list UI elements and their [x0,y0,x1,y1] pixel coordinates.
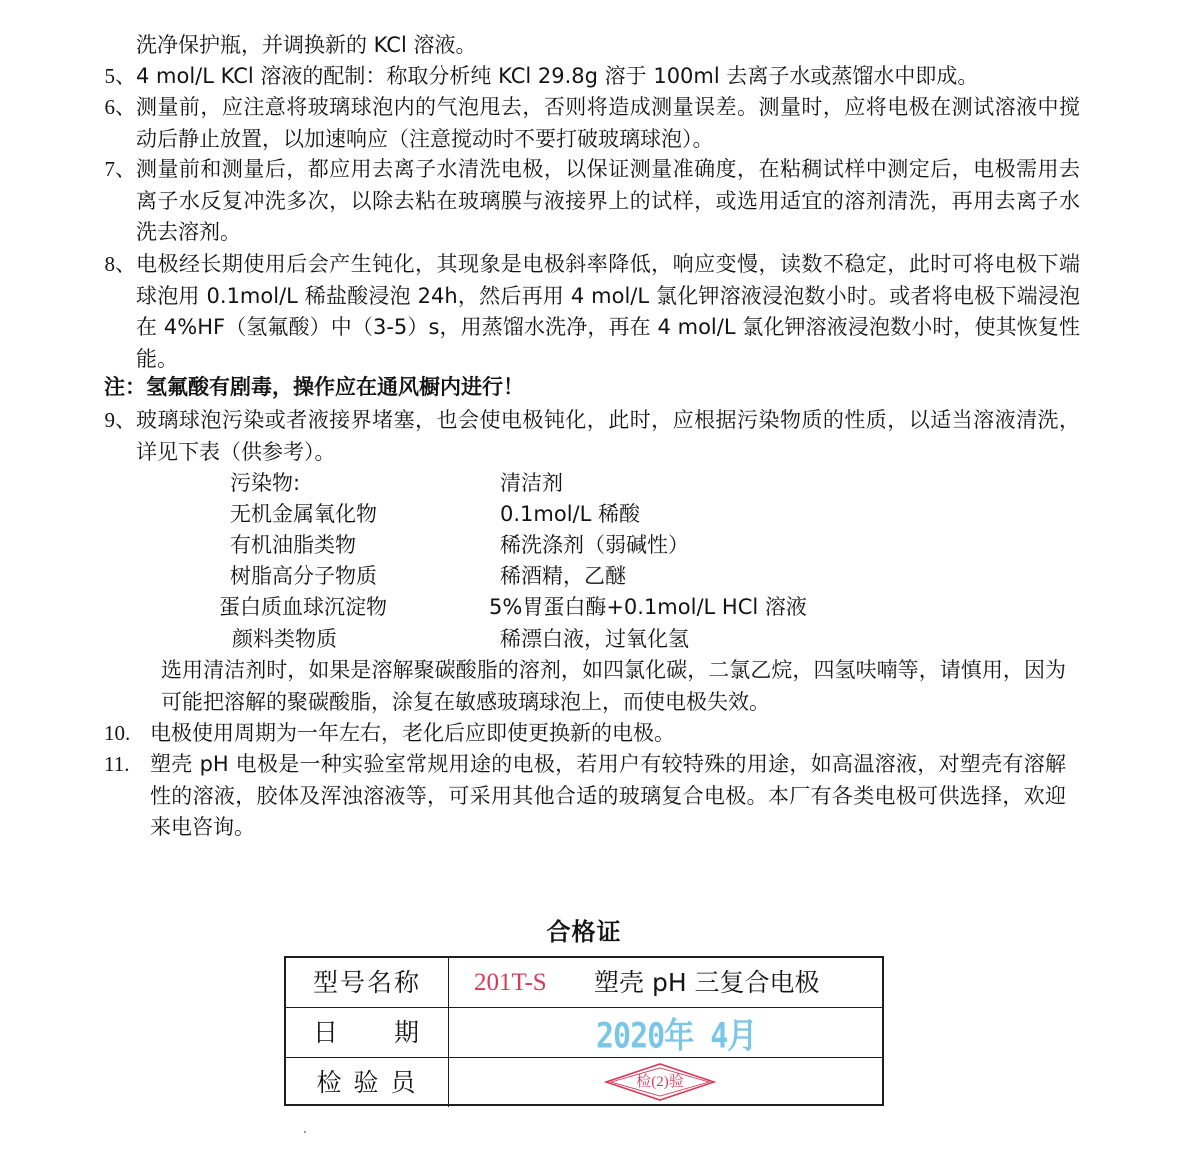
paragraph-number: 7、 [104,157,136,181]
paragraph-text: 洗净保护瓶，并调换新的 KCl 溶液。 [136,33,477,57]
warning-note: 注：氢氟酸有剧毒，操作应在通风橱内进行！ [104,375,524,399]
paragraph-8 [90,249,1080,375]
model-code: 201T-S [474,969,547,996]
pollutant-cell: 无机金属氧化物 [230,502,377,526]
header-cleaner: 清洁剂 [500,471,563,495]
certificate-row-model [286,958,882,1008]
paragraph-9 [90,405,1080,468]
table-note: 选用清洁剂时，如果是溶解聚碳酸脂的溶剂，如四氯化碳，二氯乙烷，四氢呋喃等，请慎用，因为可能把溶解的聚碳酸脂，涂复在敏感玻璃球泡上，而使电极失效。 [161,658,1066,714]
cleaner-cell: 0.1mol/L 稀酸 [500,502,640,526]
date-value [450,1008,882,1057]
date-label: 日 期 [286,1008,449,1057]
certificate-table [284,956,884,1106]
certificate-row-date [286,1008,882,1058]
paragraph-number: 8、 [104,252,136,276]
paragraph-6 [90,92,1080,155]
cleaner-cell: 稀酒精，乙醚 [500,564,626,588]
paragraph-text: 测量前和测量后，都应用去离子水清洗电极，以保证测量准确度，在粘稠试样中测定后，电极需用去离子水反复冲洗多次，以除去粘在玻璃膜与液接界上的试样，或选用适宜的溶剂清洗，再用去离子水洗去溶剂。 [136,157,1080,244]
paragraph-text: 塑壳 pH 电极是一种实验室常规用途的电极，若用户有较特殊的用途，如高温溶液，对塑壳有溶解性的溶液，胶体及浑浊溶液等，可采用其他合适的玻璃复合电极。本厂有各类电极可供选择，欢迎来电咨询。 [150,752,1066,839]
paragraph-text: 电极经长期使用后会产生钝化，其现象是电极斜率降低，响应变慢，读数不稳定，此时可将电极下端球泡用 0.1mol/L 稀盐酸浸泡 24h，然后再用 4 mol/L 氯化钾溶液浸泡数小时。或者将电极下端浸泡在 4%HF（氢氟酸）中（3-5）s，用蒸馏水洗净，再在 4 mol/L 氯化钾溶液浸泡数小时，使其恢复性能。 [136,252,1080,371]
paragraph-number: 5、 [104,64,136,88]
certificate-title: 合格证 [546,918,622,946]
paragraph-text: 测量前，应注意将玻璃球泡内的气泡甩去，否则将造成测量误差。测量时，应将电极在测试溶液中搅动后静止放置，以加速响应（注意搅动时不要打破玻璃球泡）。 [136,95,1080,151]
paragraph-4-continuation [90,30,1080,62]
certificate-row-inspector [286,1058,882,1107]
paragraph-text: 玻璃球泡污染或者液接界堵塞，也会使电极钝化，此时，应根据污染物质的性质，以适当溶液清洗，详见下表（供参考）。 [136,408,1080,464]
cleaner-cell: 稀洗涤剂（弱碱性） [500,533,689,557]
paragraph-text: 4 mol/L KCl 溶液的配制：称取分析纯 KCl 29.8g 溶于 100ml 去离子水或蒸馏水中即成。 [136,64,979,88]
paragraph-number: 6、 [104,95,136,119]
date-stamp: 2020年 4月 [596,1016,757,1057]
paragraph-7 [90,154,1080,249]
pollutant-cell: 蛋白质血球沉淀物 [219,595,387,619]
scan-speck [304,1131,306,1133]
cleaner-cell: 5%胃蛋白酶+0.1mol/L HCl 溶液 [489,595,807,619]
pollutant-cell: 树脂高分子物质 [230,564,377,588]
model-label: 型号名称 [286,958,449,1007]
inspector-value [450,1058,882,1107]
paragraph-11 [104,749,1066,844]
paragraph-5 [90,61,1080,93]
inspection-stamp-text: 检(2)验 [636,1074,684,1090]
paragraph-number: 9、 [104,408,136,432]
cleaner-cell: 稀漂白液，过氧化氢 [500,627,689,651]
paragraph-text: 电极使用周期为一年左右，老化后应即使更换新的电极。 [150,721,675,745]
pollutant-cell: 有机油脂类物 [230,533,356,557]
inspection-stamp [604,1062,716,1102]
header-pollutant: 污染物: [230,471,301,495]
model-value [450,958,882,1007]
model-name: 塑壳 pH 三复合电极 [594,968,820,997]
pollutant-cell: 颜料类物质 [232,627,337,651]
paragraph-10 [104,718,1066,750]
inspector-label: 检 验 员 [286,1058,449,1107]
paragraph-number: 10. [104,721,131,745]
paragraph-number: 11. [104,752,130,776]
